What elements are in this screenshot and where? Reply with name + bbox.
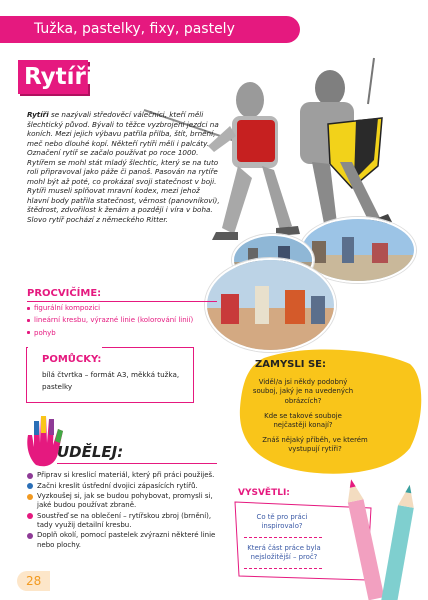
list-item: lineární kresbu, výrazné linie (kolorování linií) [27, 314, 217, 326]
list-item [27, 492, 222, 510]
vysvetli-separator [244, 568, 322, 569]
intro-text [27, 110, 223, 225]
intro-lead: Rytíři [27, 110, 49, 119]
list-item [27, 531, 222, 549]
list-item: pohyb [27, 327, 217, 339]
step-bullet [27, 513, 33, 519]
pomucky-heading: POMŮCKY: [42, 354, 102, 365]
zamysli-heading: ZAMYSLI SE: [255, 359, 326, 370]
page-number: 28 [26, 574, 42, 588]
zamysli-question-3: Znáš nějaký příběh, ve kterém vystupují rytíři? [262, 436, 368, 454]
page-title: Rytíři [24, 64, 94, 90]
pomucky-text: bílá čtvrtka – formát A3, měkká tužka, pastelky [42, 370, 180, 391]
step-bullet [27, 494, 33, 500]
step-text: Vyzkoušej si, jak se budou pohybovat, promysli si, jaké budou používat zbraně. [37, 492, 213, 510]
vysvetli-question-2: Která část práce byla nejsložitější – proč? [247, 544, 321, 562]
step-bullet [27, 533, 33, 539]
step-text: Doplň okolí, pomocí pastelek zvýrazni některé linie nebo plochy. [37, 531, 216, 549]
step-text: Soustřeď se na oblečení – rytířskou zbroj (brnění), tady využij detailní kresbu. [37, 511, 212, 529]
pencils-illustration [334, 470, 428, 600]
list-item [27, 482, 222, 491]
step-bullet [27, 483, 33, 489]
step-bullet [27, 473, 33, 479]
udelej-underline [57, 463, 217, 464]
list-item [27, 471, 222, 480]
procvicime-heading: PROCVIČÍME: [27, 288, 102, 299]
list-item [27, 512, 222, 530]
udelej-steps [27, 471, 222, 551]
intro-paragraph-2: Označení rytíř se začalo používat po roce 1000. Rytířem se mohl stát mladý šlechtic, který se na tuto roli připravoval jako páže či panoš. Pasován na rytíře mohl být až poté, co prokázal svoji statečnost v boji. Rytíři museli splňovat mravní kodex, mezi jehož hlavní body patřila statečnost, věrnost (panovníkovi), štědrost, zdvořilost k ženám a později i víra v boha. Slovo rytíř pochází z německého Ritter. [27, 148, 220, 225]
chapter-title: Tužka, pastelky, fixy, pastely [34, 21, 235, 37]
list-item: figurální kompozici [27, 302, 217, 314]
vysvetli-heading: VYSVĚTLI: [238, 488, 290, 498]
step-text: Připrav si kreslicí materiál, který při práci použiješ. [37, 471, 215, 479]
tournament-photo-crowd [205, 258, 336, 352]
step-text: Začni kreslit ústřední dvojici zápasících rytířů. [37, 481, 198, 490]
vysvetli-question-1: Co tě pro práci inspirovalo? [256, 513, 308, 531]
procvicime-list [27, 302, 217, 339]
zamysli-question-1: Viděl/a jsi někdy podobný souboj, jaký je na uvedených obrázcích? [252, 378, 354, 405]
udelej-heading: UDĚLEJ: [57, 443, 124, 461]
intro-paragraph-1: se nazývali středověcí válečníci, kteří měli šlechtický původ. Bývali to těžce vyzbrojení jezdci na koních. Mezi jejich výbavu patřila přilba, štít, brnění, meč nebo dlouhé kopí. Někteří rytíři měli i palcáty. [27, 110, 219, 148]
zamysli-question-2: Kde se takové souboje nejčastěji konají? [264, 412, 342, 430]
vysvetli-separator [244, 537, 322, 538]
